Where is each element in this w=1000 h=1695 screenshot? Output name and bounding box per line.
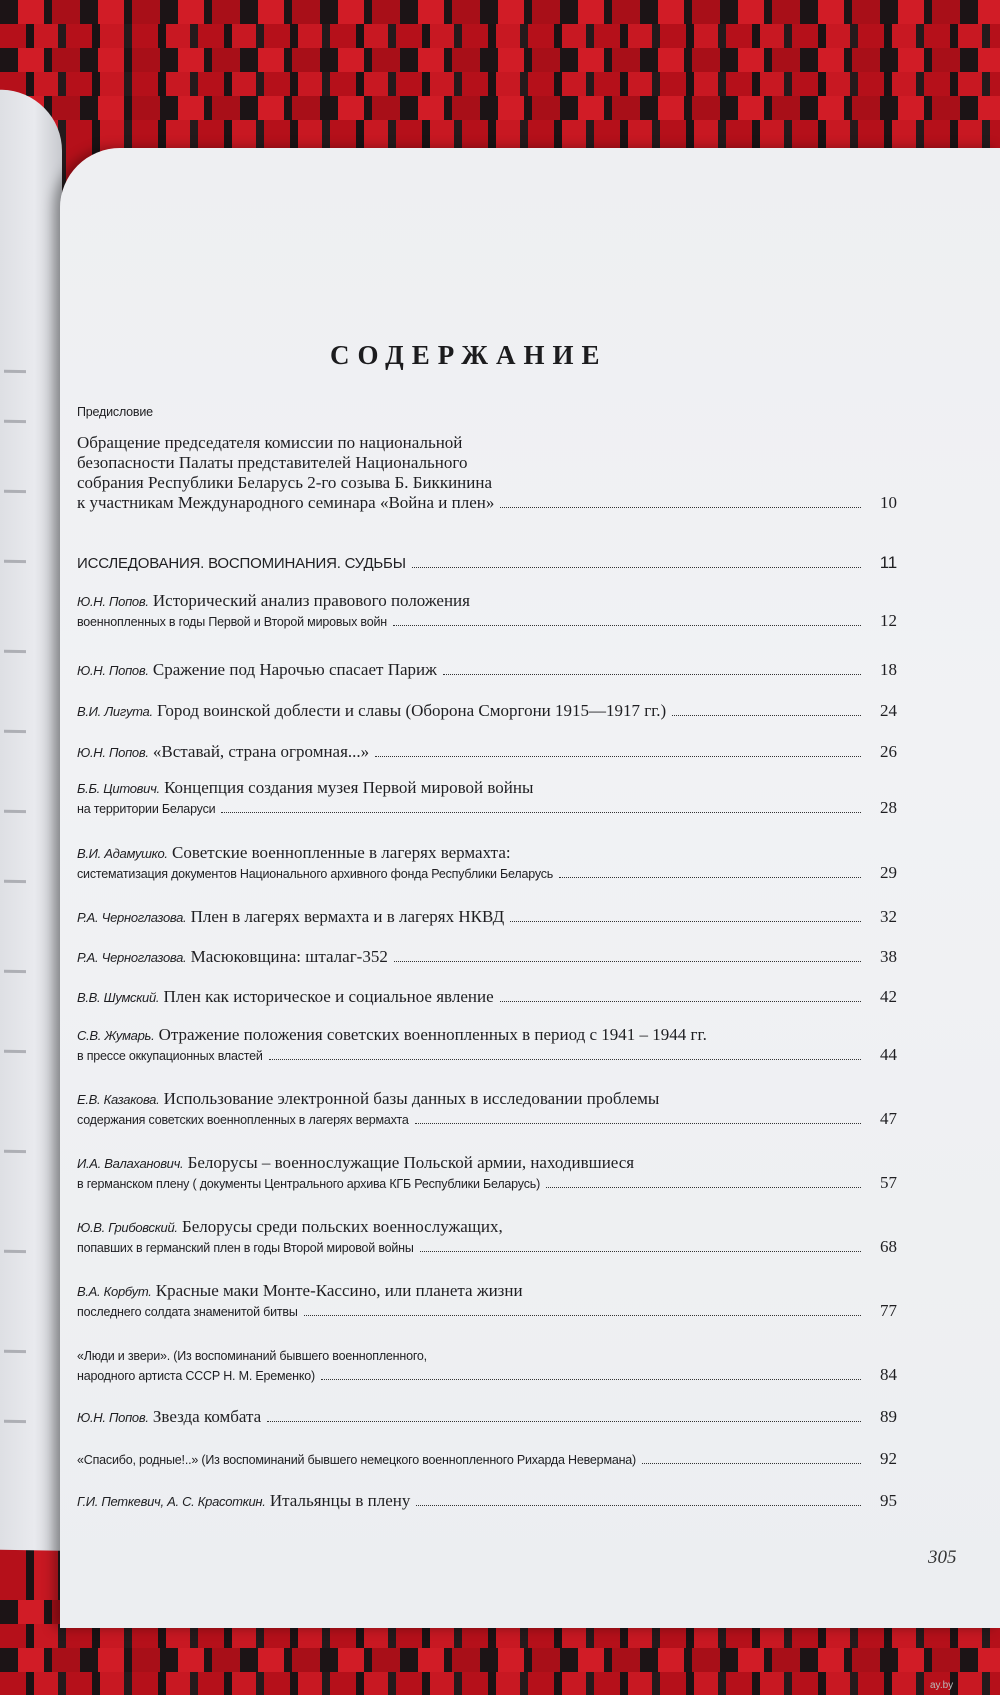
toc-page-number: 77	[880, 1301, 897, 1320]
toc-page-number: 92	[880, 1449, 897, 1468]
toc-page-number: 24	[880, 701, 897, 720]
toc-page-number: 95	[880, 1491, 897, 1510]
toc-author: С.В. Жумарь.	[77, 1028, 155, 1043]
leader-dots	[321, 1379, 861, 1380]
toc-author: Ю.Н. Попов.	[77, 1410, 149, 1425]
toc-entry-text: Отражение положения советских военнопленных в период с 1941 – 1944 гг.	[158, 1025, 707, 1044]
toc-entry	[77, 591, 897, 631]
leader-dots	[412, 567, 861, 568]
toc-entry-text: «Спасибо, родные!..» (Из воспоминаний бывшего немецкого военнопленного Рихарда Невермана)	[77, 1453, 637, 1467]
toc-author: Е.В. Казакова.	[77, 1092, 160, 1107]
fabric-background	[0, 48, 1000, 72]
toc-author: Ю.Н. Попов.	[77, 594, 149, 609]
leader-dots	[546, 1187, 861, 1188]
leader-dots	[269, 1059, 861, 1060]
toc-entry-text: Плен в лагерях вермахта и в лагерях НКВД	[190, 907, 505, 926]
toc-entry-text: Масюковщина: шталаг-352	[190, 947, 388, 966]
toc-entry-text: Концепция создания музея Первой мировой войны	[164, 778, 534, 797]
toc-author: Ю.Н. Попов.	[77, 745, 149, 760]
toc-entry	[77, 987, 897, 1007]
leader-dots	[267, 1421, 861, 1422]
toc-page-number: 12	[880, 611, 897, 630]
toc-entry	[77, 843, 897, 883]
toc-page-number: 89	[880, 1407, 897, 1426]
toc-entry-text: военнопленных в годы Первой и Второй мировых войн	[77, 615, 387, 629]
toc-entry-text: Обращение председателя комиссии по национальной	[77, 433, 463, 452]
toc-page-number: 68	[880, 1237, 897, 1256]
toc-entry-text: к участникам Международного семинара «Война и плен»	[77, 493, 495, 512]
toc-page-number: 18	[880, 660, 897, 679]
toc-entry-text: Советские военнопленные в лагерях вермахта:	[171, 843, 511, 862]
toc-page-number: 57	[880, 1173, 897, 1192]
toc-page-number: 32	[880, 907, 897, 926]
toc-entry	[77, 947, 897, 967]
fabric-background	[0, 96, 1000, 120]
toc-entry-text: Исторический анализ правового положения	[152, 591, 470, 610]
toc-entry-text: систематизация документов Национального архивного фонда Республики Беларусь	[77, 867, 554, 881]
leader-dots	[642, 1463, 861, 1464]
leader-dots	[375, 756, 861, 757]
toc-page-number: 44	[880, 1045, 897, 1064]
toc-entry-text: на территории Беларуси	[77, 802, 216, 816]
toc-entry-text: Использование электронной базы данных в исследовании проблемы	[163, 1089, 660, 1108]
toc-author: В.И. Адамушко.	[77, 846, 168, 861]
toc-section-heading	[77, 553, 897, 573]
fabric-background	[0, 1648, 1000, 1672]
toc-author: Ю.Н. Попов.	[77, 663, 149, 678]
toc-entry-text: Белорусы среди польских военнослужащих,	[181, 1217, 503, 1236]
toc-entry	[77, 1025, 897, 1065]
toc-entry	[77, 660, 897, 680]
fabric-background	[0, 0, 1000, 24]
leader-dots	[500, 507, 861, 508]
leader-dots	[443, 674, 861, 675]
toc-entry	[77, 1089, 897, 1129]
watermark: ay.by	[930, 1680, 954, 1691]
toc-entry-text: Город воинской доблести и славы (Оборона Сморгони 1915—1917 гг.)	[157, 701, 667, 720]
leader-dots	[221, 812, 861, 813]
toc-entry-text: безопасности Палаты представителей Национального	[77, 453, 468, 472]
toc-author: И.А. Валаханович.	[77, 1156, 184, 1171]
toc-entry	[77, 1407, 897, 1427]
toc-entry	[77, 433, 897, 513]
leader-dots	[415, 1123, 861, 1124]
leader-dots	[672, 715, 861, 716]
toc-page-number: 38	[880, 947, 897, 966]
toc-entry	[77, 1153, 897, 1193]
toc-entry-preface	[77, 405, 897, 419]
toc-entry-text: ИССЛЕДОВАНИЯ. ВОСПОМИНАНИЯ. СУДЬБЫ	[77, 555, 406, 572]
leader-dots	[559, 877, 861, 878]
toc-entry-text: последнего солдата знаменитой битвы	[77, 1305, 298, 1319]
toc-author: В.А. Корбут.	[77, 1284, 152, 1299]
leader-dots	[394, 961, 861, 962]
toc-page-number: 28	[880, 798, 897, 817]
toc-entry-text: Звезда комбата	[152, 1407, 262, 1426]
leader-dots	[500, 1001, 861, 1002]
toc-author: В.И. Лигута.	[77, 704, 153, 719]
toc-author: Г.И. Петкевич, А. С. Красоткин.	[77, 1494, 266, 1509]
toc-entry-text: Итальянцы в плену	[269, 1491, 411, 1510]
toc-entry	[77, 742, 897, 762]
leader-dots	[416, 1505, 861, 1506]
leader-dots	[393, 625, 861, 626]
toc-author: Ю.В. Грибовский.	[77, 1220, 178, 1235]
toc-entry	[77, 1449, 897, 1469]
toc-entry-text: в прессе оккупационных властей	[77, 1049, 263, 1063]
leader-dots	[510, 921, 861, 922]
leader-dots	[304, 1315, 861, 1316]
toc-entry-text: Сражение под Нарочью спасает Париж	[152, 660, 437, 679]
toc-entry-text: народного артиста СССР Н. М. Еременко)	[77, 1369, 315, 1383]
leader-dots	[420, 1251, 861, 1252]
page-title: СОДЕРЖАНИЕ	[330, 340, 608, 370]
toc-entry-text: Плен как историческое и социальное явление	[163, 987, 494, 1006]
toc-entry-text: собрания Республики Беларусь 2-го созыва Б. Биккинина	[77, 473, 493, 492]
toc-author: В.В. Шумский.	[77, 990, 160, 1005]
toc-page-number: 47	[880, 1109, 897, 1128]
toc-entry-text: «Люди и звери». (Из воспоминаний бывшего военнопленного,	[77, 1349, 427, 1363]
toc-author: Р.А. Черноглазова.	[77, 910, 187, 925]
toc-entry-text: попавших в германский плен в годы Второй мировой войны	[77, 1241, 414, 1255]
toc-author: Б.Б. Цитович.	[77, 781, 160, 796]
toc-entry-text: Красные маки Монте-Кассино, или планета жизни	[155, 1281, 523, 1300]
toc-entry	[77, 1491, 897, 1511]
toc-page-number: 29	[880, 863, 897, 882]
toc-page-number: 42	[880, 987, 897, 1006]
toc-entry-text: Белорусы – военнослужащие Польской армии, находившиеся	[187, 1153, 635, 1172]
toc-entry-text: «Вставай, страна огромная...»	[152, 742, 370, 761]
toc-entry	[77, 701, 897, 721]
left-page-edge	[0, 89, 62, 1551]
toc-entry	[77, 1281, 897, 1321]
toc-entry	[77, 1345, 897, 1385]
toc-page-number: 26	[880, 742, 897, 761]
toc-author: Р.А. Черноглазова.	[77, 950, 187, 965]
toc-entry-text: в германском плену ( документы Центрального архива КГБ Республики Беларусь)	[77, 1177, 541, 1191]
toc-entry	[77, 907, 897, 927]
toc-entry-text: Предисловие	[77, 405, 153, 419]
page-number: 305	[928, 1547, 957, 1568]
toc-entry	[77, 1217, 897, 1257]
toc-entry	[77, 778, 897, 818]
toc-page-number: 84	[880, 1365, 897, 1384]
toc-entry-text: содержания советских военнопленных в лагерях вермахта	[77, 1113, 409, 1127]
toc-page-number: 11	[879, 553, 897, 572]
toc-page-number: 10	[880, 493, 897, 512]
